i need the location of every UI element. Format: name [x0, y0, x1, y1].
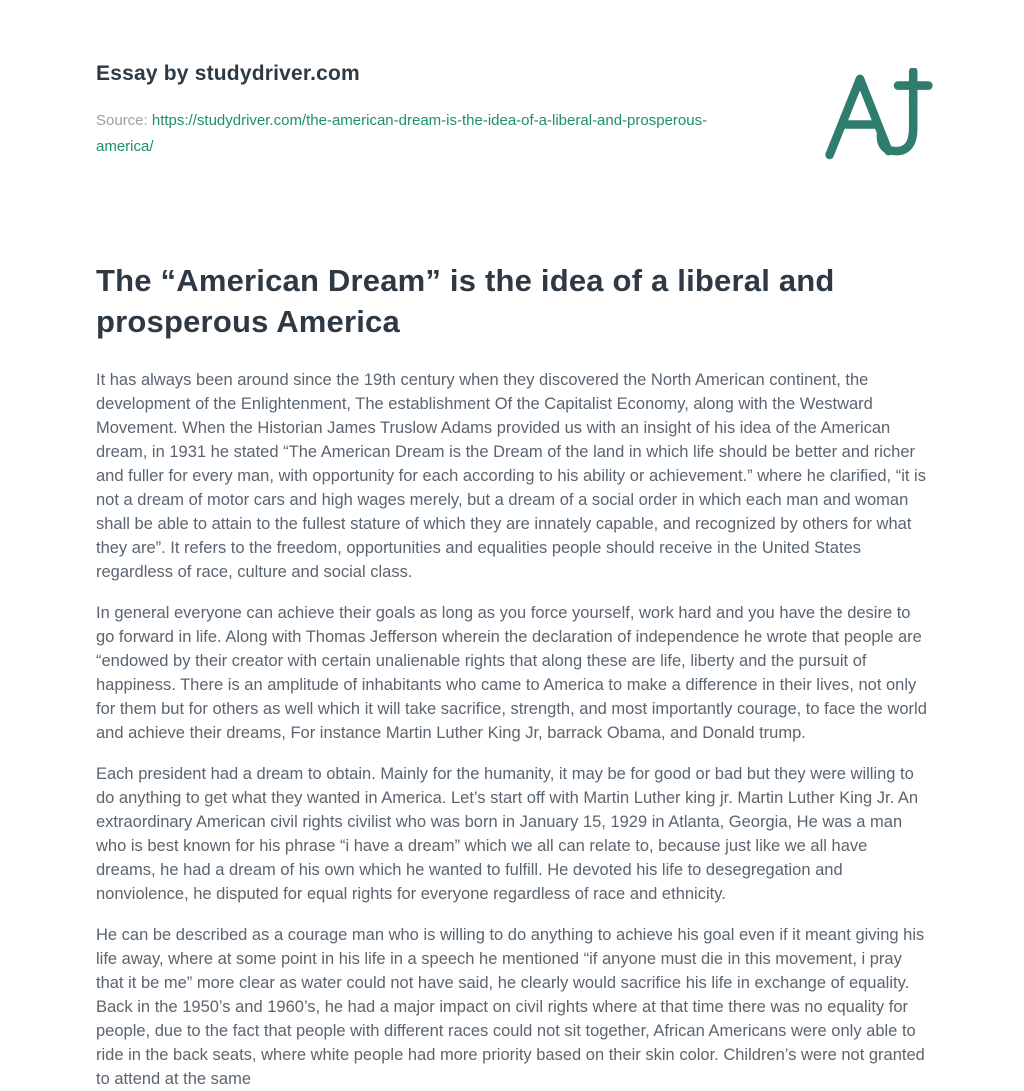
document-title: Essay by studydriver.com	[96, 62, 360, 85]
essay-paragraph: In general everyone can achieve their goals as long as you force yourself, work hard and you have the desire to go forward in life. Along with Thomas Jefferson wherein the declaration of independence he wrote that people are “endowed by their creator with certain unalienable rights that along these are life, liberty and the pursuit of happiness. There is an amplitude of inhabitants who came to America to make a difference in their lives, not only for them but for others as well which it will take sacrifice, strength, and most importantly courage, to face the world and achieve their dreams, For instance Martin Luther King Jr, barrack Obama, and Donald trump.	[96, 604, 927, 742]
studydriver-logo-icon	[822, 68, 936, 162]
essay-paragraph: Each president had a dream to obtain. Mainly for the humanity, it may be for good or bad but they were willing to do anything to get what they wanted in America. Let’s start off with Martin Luther king jr. Martin Luther King Jr. An extraordinary American civil rights civilist who was born in January 15, 1929 in Atlanta, Georgia, He was a man who is best known for his phrase “i have a dream” which we all can relate to, because just like we all have dreams, he had a dream of his own which he wanted to fulfill. He devoted his life to desegregation and nonviolence, he disputed for equal rights for everyone regardless of race and ethnicity.	[96, 765, 919, 903]
essay-title: The “American Dream” is the idea of a liberal and prosperous America	[96, 263, 835, 339]
essay-body	[96, 368, 928, 1091]
source-label: Source:	[96, 112, 148, 129]
source-link[interactable]: https://studydriver.com/the-american-dream-is-the-idea-of-a-liberal-and-prosperous-america/	[96, 112, 708, 155]
source-line	[96, 108, 716, 160]
essay-paragraph: He can be described as a courage man who is willing to do anything to achieve his goal even if it meant giving his life away, where at some point in his life in a speech he mentioned “if anyone must die in this movement, i pray that it be me” more clear as water could not have said, he clearly would sacrifice his life in exchange of equality. Back in the 1950’s and 1960’s, he had a major impact on civil rights where at that time there was no equality for people, due to the fact that people with different races could not sit together, African Americans were only able to ride in the back seats, where white people had more priority based on their skin color. Children’s were not granted to attend at the same	[96, 926, 925, 1088]
essay-paragraph: It has always been around since the 19th century when they discovered the North American continent, the development of the Enlightenment, The establishment Of the Capitalist Economy, along with the Westward Movement. When the Historian James Truslow Adams provided us with an insight of his idea of the American dream, in 1931 he stated “The American Dream is the Dream of the land in which life should be better and richer and fuller for every man, with opportunity for each according to his ability or achievement.” where he clarified, “it is not a dream of motor cars and high wages merely, but a dream of a social order in which each man and woman shall be able to attain to the fullest stature of which they are innately capable, and recognized by others for what they are”. It refers to the freedom, opportunities and equalities people should receive in the United States regardless of race, culture and social class.	[96, 371, 926, 581]
